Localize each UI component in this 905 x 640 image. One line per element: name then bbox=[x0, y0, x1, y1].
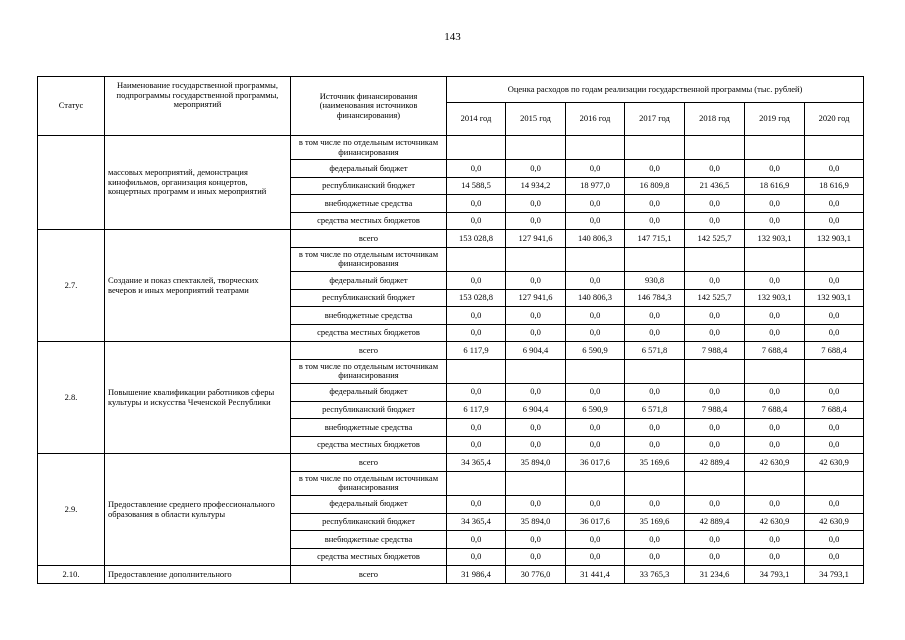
value-cell: 18 977,0 bbox=[566, 177, 625, 195]
value-cell: 33 765,3 bbox=[625, 566, 685, 584]
value-cell: 127 941,6 bbox=[506, 289, 566, 307]
value-cell: 21 436,5 bbox=[685, 177, 745, 195]
value-cell: 0,0 bbox=[805, 160, 864, 178]
funding-source-cell: республиканский бюджет bbox=[291, 177, 447, 195]
value-cell: 0,0 bbox=[566, 548, 625, 566]
value-cell: 35 894,0 bbox=[506, 513, 566, 531]
funding-source-cell: республиканский бюджет bbox=[291, 401, 447, 419]
value-cell: 142 525,7 bbox=[685, 230, 745, 248]
value-cell: 0,0 bbox=[685, 324, 745, 342]
value-cell: 0,0 bbox=[625, 195, 685, 213]
funding-source-cell: федеральный бюджет bbox=[291, 495, 447, 513]
funding-source-cell: всего bbox=[291, 342, 447, 360]
value-cell: 0,0 bbox=[566, 307, 625, 325]
value-cell bbox=[506, 247, 566, 271]
value-cell: 0,0 bbox=[566, 383, 625, 401]
value-cell: 34 365,4 bbox=[447, 454, 506, 472]
value-cell: 35 169,6 bbox=[625, 454, 685, 472]
value-cell: 0,0 bbox=[506, 271, 566, 289]
value-cell bbox=[566, 247, 625, 271]
value-cell: 0,0 bbox=[566, 531, 625, 549]
funding-source-cell: в том числе по отдельным источникам финансирования bbox=[291, 359, 447, 383]
value-cell: 0,0 bbox=[685, 195, 745, 213]
value-cell: 0,0 bbox=[685, 307, 745, 325]
value-cell: 0,0 bbox=[745, 548, 805, 566]
value-cell bbox=[745, 359, 805, 383]
name-header: Наименование государственной программы, подпрограммы государственной программы, мероприятий bbox=[105, 77, 291, 136]
year-header: 2019 год bbox=[745, 103, 805, 136]
funding-source-cell: федеральный бюджет bbox=[291, 271, 447, 289]
value-cell: 0,0 bbox=[625, 548, 685, 566]
value-cell: 0,0 bbox=[805, 436, 864, 454]
value-cell bbox=[566, 359, 625, 383]
value-cell: 0,0 bbox=[745, 271, 805, 289]
value-cell: 0,0 bbox=[506, 383, 566, 401]
value-cell: 0,0 bbox=[447, 383, 506, 401]
value-cell: 0,0 bbox=[447, 419, 506, 437]
funding-source-cell: всего bbox=[291, 454, 447, 472]
value-cell: 0,0 bbox=[745, 495, 805, 513]
value-cell: 42 630,9 bbox=[745, 454, 805, 472]
funding-source-cell: внебюджетные средства bbox=[291, 531, 447, 549]
value-cell bbox=[685, 136, 745, 160]
value-cell: 6 117,9 bbox=[447, 342, 506, 360]
value-cell: 0,0 bbox=[685, 271, 745, 289]
year-header: 2020 год bbox=[805, 103, 864, 136]
value-cell: 0,0 bbox=[506, 548, 566, 566]
value-cell: 0,0 bbox=[506, 495, 566, 513]
value-cell: 6 571,8 bbox=[625, 342, 685, 360]
funding-source-cell: внебюджетные средства bbox=[291, 419, 447, 437]
value-cell bbox=[625, 359, 685, 383]
value-cell: 31 441,4 bbox=[566, 566, 625, 584]
value-cell: 6 571,8 bbox=[625, 401, 685, 419]
value-cell: 0,0 bbox=[506, 212, 566, 230]
value-cell: 0,0 bbox=[805, 195, 864, 213]
value-cell: 0,0 bbox=[566, 195, 625, 213]
funding-source-cell: федеральный бюджет bbox=[291, 383, 447, 401]
status-cell: 2.8. bbox=[38, 342, 105, 454]
year-header: 2018 год bbox=[685, 103, 745, 136]
activity-name-cell: Предоставление среднего профессионального образования в области культуры bbox=[105, 454, 291, 566]
value-cell: 147 715,1 bbox=[625, 230, 685, 248]
funding-source-cell: в том числе по отдельным источникам финансирования bbox=[291, 136, 447, 160]
value-cell: 7 988,4 bbox=[685, 401, 745, 419]
funding-source-cell: в том числе по отдельным источникам финансирования bbox=[291, 471, 447, 495]
value-cell: 132 903,1 bbox=[805, 289, 864, 307]
funding-source-cell: внебюджетные средства bbox=[291, 195, 447, 213]
value-cell: 0,0 bbox=[566, 495, 625, 513]
value-cell bbox=[506, 359, 566, 383]
value-cell: 7 688,4 bbox=[805, 401, 864, 419]
value-cell: 31 234,6 bbox=[685, 566, 745, 584]
value-cell: 0,0 bbox=[745, 307, 805, 325]
funding-source-cell: внебюджетные средства bbox=[291, 307, 447, 325]
value-cell: 0,0 bbox=[805, 531, 864, 549]
value-cell: 42 889,4 bbox=[685, 513, 745, 531]
value-cell: 153 028,8 bbox=[447, 289, 506, 307]
value-cell bbox=[447, 359, 506, 383]
value-cell bbox=[566, 136, 625, 160]
value-cell: 0,0 bbox=[685, 160, 745, 178]
value-cell: 36 017,6 bbox=[566, 454, 625, 472]
status-header: Статус bbox=[38, 77, 105, 136]
funding-source-cell: всего bbox=[291, 566, 447, 584]
value-cell: 153 028,8 bbox=[447, 230, 506, 248]
value-cell: 132 903,1 bbox=[745, 289, 805, 307]
value-cell bbox=[625, 247, 685, 271]
status-cell bbox=[38, 136, 105, 230]
value-cell bbox=[805, 359, 864, 383]
value-cell: 0,0 bbox=[625, 383, 685, 401]
value-cell: 0,0 bbox=[685, 419, 745, 437]
table-row bbox=[38, 136, 864, 160]
value-cell: 0,0 bbox=[447, 271, 506, 289]
value-cell: 42 630,9 bbox=[745, 513, 805, 531]
value-cell bbox=[745, 136, 805, 160]
activity-name-cell: Повышение квалификации работников сферы культуры и искусства Чеченской Республики bbox=[105, 342, 291, 454]
funding-source-cell: средства местных бюджетов bbox=[291, 212, 447, 230]
value-cell: 0,0 bbox=[805, 419, 864, 437]
value-cell: 0,0 bbox=[447, 307, 506, 325]
year-header: 2015 год bbox=[506, 103, 566, 136]
value-cell bbox=[805, 136, 864, 160]
value-cell: 0,0 bbox=[745, 195, 805, 213]
value-cell: 0,0 bbox=[805, 383, 864, 401]
status-cell: 2.9. bbox=[38, 454, 105, 566]
value-cell bbox=[805, 247, 864, 271]
value-cell: 34 793,1 bbox=[805, 566, 864, 584]
value-cell bbox=[685, 247, 745, 271]
value-cell: 35 894,0 bbox=[506, 454, 566, 472]
value-cell: 42 630,9 bbox=[805, 454, 864, 472]
value-cell: 0,0 bbox=[745, 324, 805, 342]
value-cell bbox=[625, 136, 685, 160]
value-cell: 18 616,9 bbox=[745, 177, 805, 195]
source-header: Источник финансирования (наименования источников финансирования) bbox=[291, 77, 447, 136]
value-cell: 0,0 bbox=[625, 495, 685, 513]
value-cell: 0,0 bbox=[745, 383, 805, 401]
status-cell: 2.7. bbox=[38, 230, 105, 342]
value-cell bbox=[685, 359, 745, 383]
funding-source-cell: в том числе по отдельным источникам финансирования bbox=[291, 247, 447, 271]
funding-source-cell: средства местных бюджетов bbox=[291, 436, 447, 454]
value-cell: 6 904,4 bbox=[506, 342, 566, 360]
value-cell: 18 616,9 bbox=[805, 177, 864, 195]
table-body bbox=[38, 136, 864, 584]
table-row bbox=[38, 454, 864, 472]
value-cell: 930,8 bbox=[625, 271, 685, 289]
value-cell: 0,0 bbox=[566, 160, 625, 178]
value-cell: 34 365,4 bbox=[447, 513, 506, 531]
year-header: 2017 год bbox=[625, 103, 685, 136]
funding-source-cell: республиканский бюджет bbox=[291, 513, 447, 531]
value-cell: 0,0 bbox=[566, 436, 625, 454]
value-cell: 42 889,4 bbox=[685, 454, 745, 472]
value-cell: 0,0 bbox=[625, 324, 685, 342]
value-cell: 0,0 bbox=[506, 307, 566, 325]
value-cell: 0,0 bbox=[805, 495, 864, 513]
value-cell bbox=[745, 247, 805, 271]
value-cell: 7 988,4 bbox=[685, 342, 745, 360]
funding-source-cell: республиканский бюджет bbox=[291, 289, 447, 307]
value-cell: 35 169,6 bbox=[625, 513, 685, 531]
value-cell: 7 688,4 bbox=[745, 342, 805, 360]
value-cell: 0,0 bbox=[506, 195, 566, 213]
value-cell: 0,0 bbox=[506, 160, 566, 178]
value-cell: 0,0 bbox=[506, 419, 566, 437]
value-cell: 0,0 bbox=[745, 436, 805, 454]
year-header: 2014 год bbox=[447, 103, 506, 136]
value-cell: 6 590,9 bbox=[566, 342, 625, 360]
value-cell: 140 806,3 bbox=[566, 289, 625, 307]
value-cell: 0,0 bbox=[625, 531, 685, 549]
value-cell: 0,0 bbox=[685, 212, 745, 230]
value-cell: 0,0 bbox=[745, 419, 805, 437]
value-cell: 0,0 bbox=[447, 436, 506, 454]
value-cell: 34 793,1 bbox=[745, 566, 805, 584]
funding-source-cell: средства местных бюджетов bbox=[291, 548, 447, 566]
value-cell: 142 525,7 bbox=[685, 289, 745, 307]
value-cell: 6 590,9 bbox=[566, 401, 625, 419]
value-cell bbox=[805, 471, 864, 495]
value-cell: 0,0 bbox=[685, 548, 745, 566]
value-cell: 0,0 bbox=[805, 548, 864, 566]
value-cell: 140 806,3 bbox=[566, 230, 625, 248]
value-cell: 0,0 bbox=[805, 212, 864, 230]
value-cell: 0,0 bbox=[685, 383, 745, 401]
value-cell: 0,0 bbox=[447, 495, 506, 513]
status-cell: 2.10. bbox=[38, 566, 105, 584]
value-cell: 7 688,4 bbox=[745, 401, 805, 419]
year-header: 2016 год bbox=[566, 103, 625, 136]
value-cell: 30 776,0 bbox=[506, 566, 566, 584]
value-cell bbox=[566, 471, 625, 495]
value-cell: 0,0 bbox=[566, 271, 625, 289]
value-cell: 0,0 bbox=[745, 160, 805, 178]
value-cell bbox=[506, 471, 566, 495]
value-cell: 14 934,2 bbox=[506, 177, 566, 195]
table-header bbox=[38, 77, 864, 136]
funding-source-cell: средства местных бюджетов bbox=[291, 324, 447, 342]
value-cell: 31 986,4 bbox=[447, 566, 506, 584]
value-cell: 0,0 bbox=[566, 324, 625, 342]
value-cell bbox=[447, 471, 506, 495]
value-cell: 0,0 bbox=[805, 324, 864, 342]
value-cell: 127 941,6 bbox=[506, 230, 566, 248]
value-cell: 7 688,4 bbox=[805, 342, 864, 360]
value-cell: 14 588,5 bbox=[447, 177, 506, 195]
value-cell: 36 017,6 bbox=[566, 513, 625, 531]
value-cell bbox=[447, 136, 506, 160]
value-cell bbox=[506, 136, 566, 160]
value-cell bbox=[625, 471, 685, 495]
table-row bbox=[38, 342, 864, 360]
value-cell: 0,0 bbox=[566, 212, 625, 230]
value-cell: 132 903,1 bbox=[805, 230, 864, 248]
value-cell: 0,0 bbox=[506, 324, 566, 342]
value-cell bbox=[447, 247, 506, 271]
value-cell: 0,0 bbox=[447, 531, 506, 549]
value-cell: 0,0 bbox=[506, 531, 566, 549]
page-number: 143 bbox=[444, 31, 461, 43]
value-cell bbox=[685, 471, 745, 495]
value-cell: 0,0 bbox=[805, 271, 864, 289]
value-cell: 132 903,1 bbox=[745, 230, 805, 248]
activity-name-cell: Предоставление дополнительного bbox=[105, 566, 291, 584]
value-cell: 0,0 bbox=[447, 548, 506, 566]
value-cell: 0,0 bbox=[685, 531, 745, 549]
value-cell: 16 809,8 bbox=[625, 177, 685, 195]
value-cell: 0,0 bbox=[625, 436, 685, 454]
value-cell: 42 630,9 bbox=[805, 513, 864, 531]
budget-table bbox=[37, 76, 864, 584]
value-cell: 0,0 bbox=[506, 436, 566, 454]
value-cell: 0,0 bbox=[685, 436, 745, 454]
value-cell: 0,0 bbox=[625, 419, 685, 437]
value-cell: 0,0 bbox=[685, 495, 745, 513]
value-cell: 6 117,9 bbox=[447, 401, 506, 419]
table-row bbox=[38, 230, 864, 248]
value-cell: 0,0 bbox=[625, 212, 685, 230]
value-cell: 0,0 bbox=[805, 307, 864, 325]
value-cell: 0,0 bbox=[745, 212, 805, 230]
funding-source-cell: всего bbox=[291, 230, 447, 248]
estimate-header: Оценка расходов по годам реализации государственной программы (тыс. рублей) bbox=[447, 77, 864, 103]
funding-source-cell: федеральный бюджет bbox=[291, 160, 447, 178]
value-cell: 0,0 bbox=[745, 531, 805, 549]
table-row bbox=[38, 566, 864, 584]
value-cell: 0,0 bbox=[447, 324, 506, 342]
value-cell: 0,0 bbox=[447, 195, 506, 213]
activity-name-cell: Создание и показ спектаклей, творческих вечеров и иных мероприятий театрами bbox=[105, 230, 291, 342]
value-cell: 0,0 bbox=[566, 419, 625, 437]
value-cell: 0,0 bbox=[625, 160, 685, 178]
value-cell: 0,0 bbox=[625, 307, 685, 325]
value-cell: 146 784,3 bbox=[625, 289, 685, 307]
value-cell: 0,0 bbox=[447, 160, 506, 178]
activity-name-cell: массовых мероприятий, демонстрация кинофильмов, организация концертов, концертных программ и иных мероприятий bbox=[105, 136, 291, 230]
value-cell: 6 904,4 bbox=[506, 401, 566, 419]
value-cell bbox=[745, 471, 805, 495]
value-cell: 0,0 bbox=[447, 212, 506, 230]
